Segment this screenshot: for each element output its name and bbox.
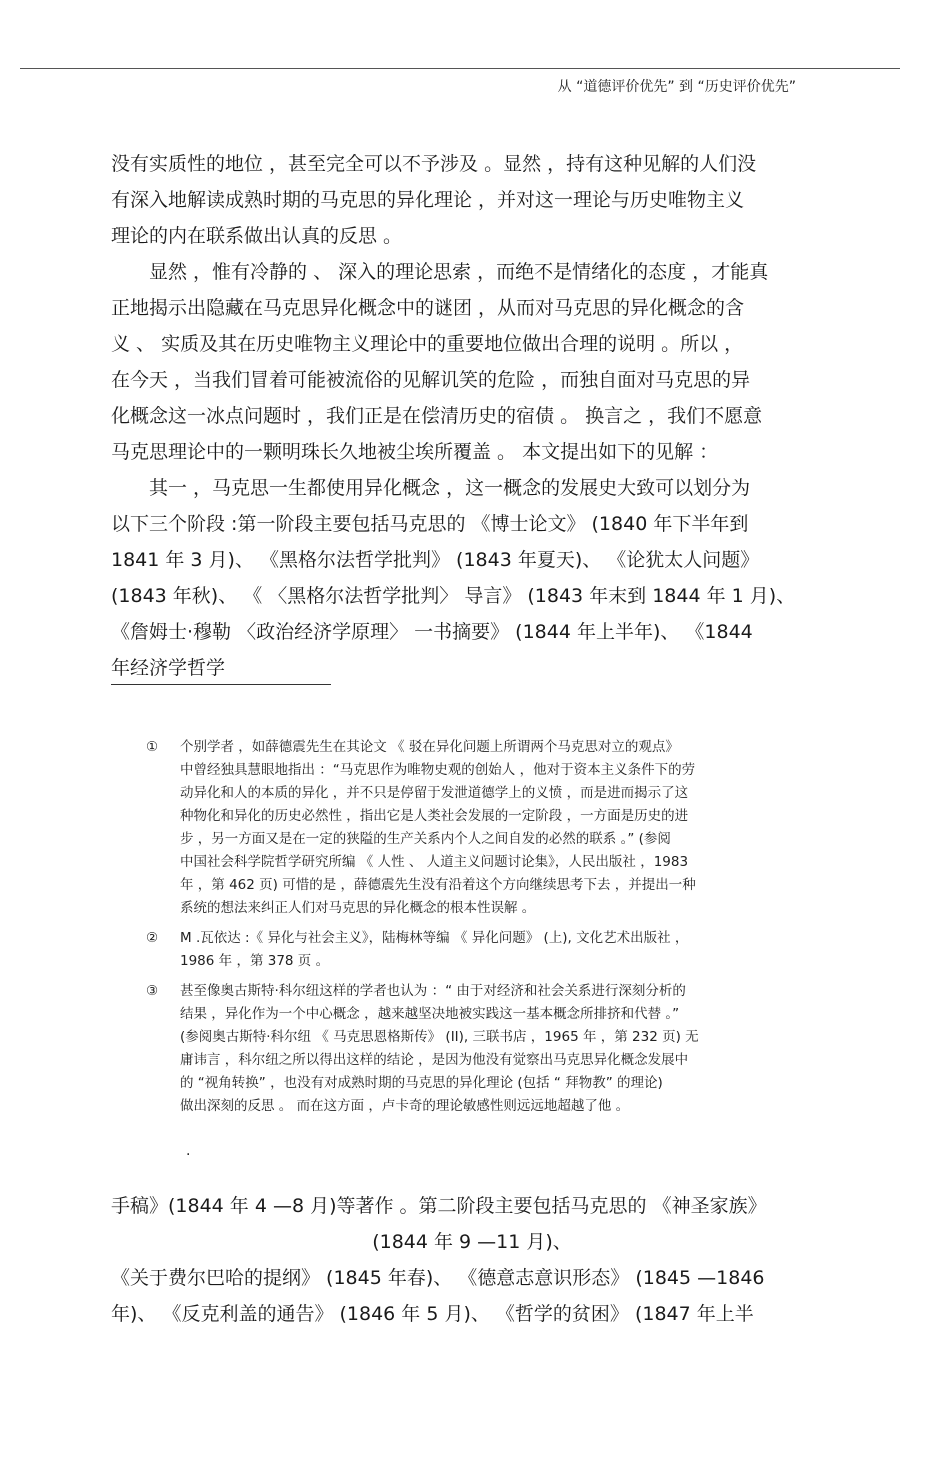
footnote-line: 年 ，第 462 页) 可惜的是 ，薛德震先生没有沿着这个方向继续思考下去 ，并提出一种 xyxy=(180,877,696,893)
header-rule xyxy=(20,68,900,69)
footnote-line: M .瓦依达 :《 异化与社会主义》，陆梅林等编 《 异化问题》 (上), 文化艺术出版社 ， xyxy=(180,930,689,946)
footnote-line: 动异化和人的本质的异化 ，并不只是停留于发泄道德学上的义愤 ，而是进而揭示了这 xyxy=(180,785,689,801)
body-line: 1841 年 3 月)、 《黑格尔法哲学批判》 (1843 年夏天)、 《论犹太人问题》 xyxy=(111,549,760,571)
body-line: 有深入地解读成熟时期的马克思的异化理论 ，并对这一理论与历史唯物主义 xyxy=(111,189,745,211)
footnote-mark: ② xyxy=(146,930,159,946)
footnote-line: 做出深刻的反思 。 而在这方面 ，卢卡奇的理论敏感性则远远地超越了他 。 xyxy=(180,1098,630,1114)
footnote-rule xyxy=(111,684,331,685)
body-line: 其一 ，马克思一生都使用异化概念 ，这一概念的发展史大致可以划分为 xyxy=(149,477,751,499)
body-line: 以下三个阶段 :第一阶段主要包括马克思的 《博士论文》 (1840 年下半年到 xyxy=(111,513,749,535)
footnotes xyxy=(146,736,836,1125)
body-line: 年经济学哲学 xyxy=(111,657,226,679)
footnote-line: 1986 年 ，第 378 页 。 xyxy=(180,953,330,969)
body-line: 马克思理论中的一颗明珠长久地被尘埃所覆盖 。 本文提出如下的见解 ： xyxy=(111,441,719,463)
body-line: 《关于费尔巴哈的提纲》 (1845 年春)、 《德意志意识形态》 (1845 —1846 xyxy=(111,1267,765,1289)
separator-dot: . xyxy=(186,1143,191,1159)
body-line: 手稿》(1844 年 4 —8 月)等著作 。第二阶段主要包括马克思的 《神圣家族》 xyxy=(111,1195,767,1217)
footnote-2 xyxy=(146,927,836,973)
footnote-mark: ③ xyxy=(146,983,159,999)
body-line: 理论的内在联系做出认真的反思 。 xyxy=(111,225,403,247)
footnote-line: 系统的想法来纠正人们对马克思的异化概念的根本性误解 。 xyxy=(180,900,536,916)
body-text xyxy=(111,146,833,686)
footnote-line: 步 ，另一方面又是在一定的狭隘的生产关系内个人之间自发的必然的联系 。” (参阅 xyxy=(180,831,671,847)
body-line: 没有实质性的地位 ，甚至完全可以不予涉及 。显然 ，持有这种见解的人们没 xyxy=(111,153,757,175)
footnote-line: 中国社会科学院哲学研究所编 《 人性 、 人道主义问题讨论集》，人民出版社 ，1983 xyxy=(180,854,689,870)
footnote-1 xyxy=(146,736,836,920)
footnote-3 xyxy=(146,980,836,1118)
footnote-line: 甚至像奥古斯特·科尔纽这样的学者也认为 ：“ 由于对经济和社会关系进行深刻分析的 xyxy=(180,983,686,999)
footnote-line: (参阅奥古斯特·科尔纽 《 马克思恩格斯传》 (II), 三联书店 ，1965 年 ，第 232 页) 无 xyxy=(180,1029,699,1045)
body-line: 显然 ，惟有冷静的 、 深入的理论思索 ，而绝不是情绪化的态度 ，才能真 xyxy=(149,261,769,283)
footnote-line: 个别学者 ，如薛德震先生在其论文 《 驳在异化问题上所谓两个马克思对立的观点》 xyxy=(180,739,679,755)
footnote-line: 的 “视角转换” ，也没有对成熟时期的马克思的异化理论 (包括 “ 拜物教” 的理论) xyxy=(180,1075,663,1091)
running-title: 从 “道德评价优先” 到 “历史评价优先” xyxy=(557,79,796,95)
body-line: 《詹姆士·穆勒 〈政治经济学原理〉 一书摘要》 (1844 年上半年)、 《1844 xyxy=(111,621,753,643)
footnote-mark: ① xyxy=(146,739,159,755)
footnote-line: 种物化和异化的历史必然性 ，指出它是人类社会发展的一定阶段 ，一方面是历史的进 xyxy=(180,808,689,824)
body-line: (1844 年 9 —11 月)、 xyxy=(372,1231,572,1253)
body-line: 正地揭示出隐藏在马克思异化概念中的谜团 ，从而对马克思的异化概念的含 xyxy=(111,297,745,319)
footnote-line: 庸讳言 ，科尔纽之所以得出这样的结论 ，是因为他没有觉察出马克思异化概念发展中 xyxy=(180,1052,689,1068)
body-line: 化概念这一冰点问题时 ，我们正是在偿清历史的宿债 。 换言之 ，我们不愿意 xyxy=(111,405,763,427)
body-line: 义 、 实质及其在历史唯物主义理论中的重要地位做出合理的说明 。所以 ， xyxy=(111,333,744,355)
body-line: (1843 年秋)、 《 〈黑格尔法哲学批判〉 导言》 (1843 年末到 1844 年 1 月)、 xyxy=(111,585,796,607)
footnote-line: 中曾经独具慧眼地指出 ：“马克思作为唯物史观的创始人 ，他对于资本主义条件下的劳 xyxy=(180,762,696,778)
body-line: 在今天 ，当我们冒着可能被流俗的见解讥笑的危险 ，而独自面对马克思的异 xyxy=(111,369,751,391)
continuation-text xyxy=(111,1188,833,1332)
body-line: 年)、 《反克利盖的通告》 (1846 年 5 月)、 《哲学的贫困》 (1847 年上半 xyxy=(111,1303,754,1325)
footnote-line: 结果 ，异化作为一个中心概念 ，越来越坚决地被实践这一基本概念所排挤和代替 。” xyxy=(180,1006,680,1022)
